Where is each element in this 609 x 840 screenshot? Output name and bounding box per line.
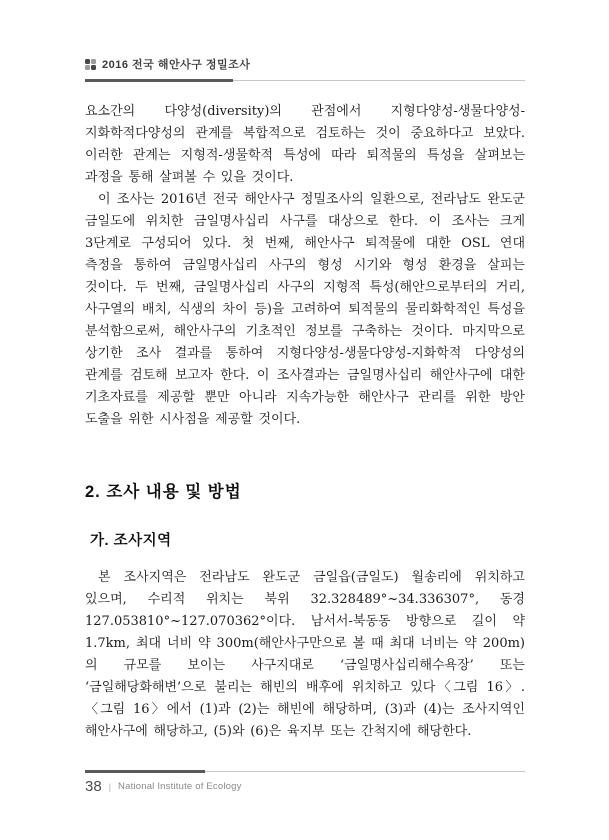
header-rule-thick (85, 79, 233, 82)
footer-rule (85, 770, 525, 773)
header-row (85, 56, 525, 72)
footer-separator: | (108, 781, 112, 792)
subsection-heading: 가. 조사지역 (90, 533, 172, 549)
dot-icon (91, 65, 96, 70)
footer-row (85, 778, 525, 795)
report-dots-icon (85, 59, 96, 70)
page-header (85, 56, 525, 82)
body-paragraph: 요소간의 다양성(diversity)의 관점에서 지형다양성-생물다양성-지화학적다양성의 관계를 복합적으로 검토하는 것이 중요하다고 보았다. 이러한 관계는 지형적-생물학적 특성에 따라 퇴적물의 특성을 살펴보는 과정을 통해 살펴볼 수 있을 것이다. (85, 104, 525, 185)
page-number: 38 (85, 778, 102, 795)
document-body (85, 101, 525, 743)
footer-rule-thick (85, 770, 205, 773)
body-paragraph: 본 조사지역은 전라남도 완도군 금일읍(금일도) 월송리에 위치하고 있으며, 수리적 위치는 북위 32.328489°~34.336307°, 동경 127.053810°~127.070362°이다. 남서서-북동동 방향으로 길이 약 1.7km, 최대 너비 약 300m(해안사구만으로 볼 때 최대 너비는 약 200m)의 규모를 보이는 사구지대로 ‘금일명사십리해수욕장’ 또는 ‘금일해당화해변’으로 불리는 해빈의 배후에 위치하고 있다〈그림 16〉. 〈그림 16〉에서 (1)과 (2)는 해빈에 해당하며, (3)과 (4)는 조사지역인 해안사구에 해당하고, (5)와 (6)은 육지부 또는 간척지에 해당한다. (85, 570, 525, 739)
section-heading: 2. 조사 내용 및 방법 (85, 483, 242, 501)
dot-icon (85, 59, 90, 64)
header-rule (85, 79, 525, 82)
institute-name: National Institute of Ecology (118, 781, 242, 792)
page-footer (85, 763, 525, 795)
dot-icon (85, 65, 90, 70)
running-header-title: 2016 전국 해안사구 정밀조사 (102, 59, 251, 71)
dot-icon (91, 59, 96, 64)
body-paragraph: 이 조사는 2016년 전국 해안사구 정밀조사의 일환으로, 전라남도 완도군 금일도에 위치한 금일명사십리 사구를 대상으로 한다. 이 조사는 크게 3단계로 구성되어 있다. 첫 번째, 해안사구 퇴적물에 대한 OSL 연대 측정을 통하여 금일명사십리 사구의 형성 시기와 형성 환경을 살피는 것이다. 두 번째, 금일명사십리 사구의 지형적 특성(해안으로부터의 거리, 사구열의 배치, 식생의 차이 등)을 고려하여 퇴적물의 물리화학적인 특성을 분석함으로써, 해안사구의 기초적인 정보를 구축하는 것이다. 마지막으로 상기한 조사 결과를 통하여 지형다양성-생물다양성-지화학적 다양성의 관계를 검토해 보고자 한다. 이 조사결과는 금일명사십리 해안사구에 대한 기초자료를 제공할 뿐만 아니라 지속가능한 해안사구 관리를 위한 방안 도출을 위한 시사점을 제공할 것이다. (85, 192, 525, 427)
